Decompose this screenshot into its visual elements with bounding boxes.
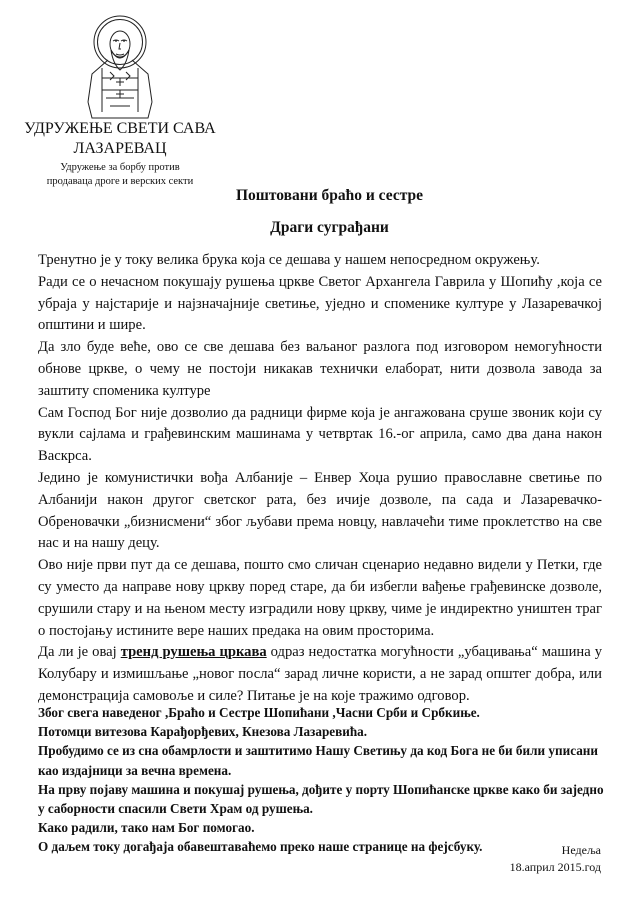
paragraph: Ради се о нечасном покушају рушења цркве Светог Архангела Гаврила у Шопићу ,која се убраја у најстарије и најзначајније светиње, уједно и споменике културе у Лазаревачкој општини и шире. xyxy=(38,273,602,334)
paragraph: Једино је комунистички вођа Албаније – Енвер Хоџа рушио православне светиње по Албанији након другог светског рата, без ичије дозволе, па сада и Лазаревачко-Обреновачки „бизнисмени“ због љубави према новцу, навлачећи тиме проклетство на све нас и на нашу децу. xyxy=(38,469,602,552)
paragraph: Да зло буде веће, ово се све дешава без ваљаног разлога под изговором немогућности обнове цркве, о чему не постоји никакав технички елаборат, нити дозвола завода за заштиту споменика културе xyxy=(38,339,602,399)
question-rest: одраз недостатка могућности „убацивања“ машина у Колубару и измишљање „новог посла“ зарад личне користи, а не зарад општег добра, или демонстрација самовоље и силе? Питање је на које тражимо одговор. xyxy=(38,644,602,704)
paragraph-question xyxy=(38,642,602,707)
salutation-line2: Драги суграђани xyxy=(270,219,389,236)
org-name-line1: УДРУЖЕЊЕ СВЕТИ САВА xyxy=(24,120,216,137)
paragraph: Ово није први пут да се дешава, пошто смо сличан сценарио недавно видели у Петки, где су уместо да направе нову цркву поред старе, да би избегли вађење грађевинске дозволе, срушили стару и на њеном месту изградили нову цркву, чиме је индиректно уништен траг о постојању истините вере наших предака на овим просторима. xyxy=(38,557,602,639)
salutation-line1: Поштовани браћо и сестре xyxy=(235,187,423,204)
question-start: Да ли је овај xyxy=(38,644,121,661)
signature-day: Недеља xyxy=(561,843,601,857)
emphasis-underlined: тренд рушења цркава xyxy=(120,644,267,661)
letter-body xyxy=(38,250,602,708)
signature-date: 18.април 2015.год xyxy=(509,860,601,874)
closing-line: Потомци витезова Карађорђевих, Кнезова Лазаревића. xyxy=(38,724,368,740)
closing-line: Због свега наведеног ,Браћо и Сестре Шопићани ,Часни Срби и Србкиње. xyxy=(38,705,480,720)
org-subtitle-line1: Удружење за борбу против xyxy=(60,162,180,173)
closing-line: О даљем току догађаја обавештаваћемо преко наше странице на фејсбуку. xyxy=(38,839,483,855)
org-name-line2: ЛАЗАРЕВАЦ xyxy=(73,140,167,157)
closing-line: На прву појаву машина и покушај рушења, дођите у порту Шопићанске цркве како би заједно у саборности спасили Свети Храм од рушења. xyxy=(38,781,604,817)
paragraph: Сам Господ Бог није дозволио да радници фирме која је ангажована сруше звоник који су вукли сајлама и грађевинским машинама у четвртак 16.-ог априла, само два дана након Васкрса. xyxy=(38,404,602,465)
org-subtitle-line2: продаваца дроге и верских секти xyxy=(46,176,194,187)
paragraph: Тренутно је у току велика брука која се дешава у нашем непосредном окружењу. xyxy=(38,252,540,268)
closing-line: Пробудимо се из сна обамрлости и заштитимо Нашу Светињу да код Бога не би били уписани као издајници за вечна времена. xyxy=(38,743,598,778)
closing-line: Како радили, тако нам Бог помогао. xyxy=(38,820,255,836)
saint-sava-logo xyxy=(80,12,160,120)
closing-appeal xyxy=(38,703,608,857)
